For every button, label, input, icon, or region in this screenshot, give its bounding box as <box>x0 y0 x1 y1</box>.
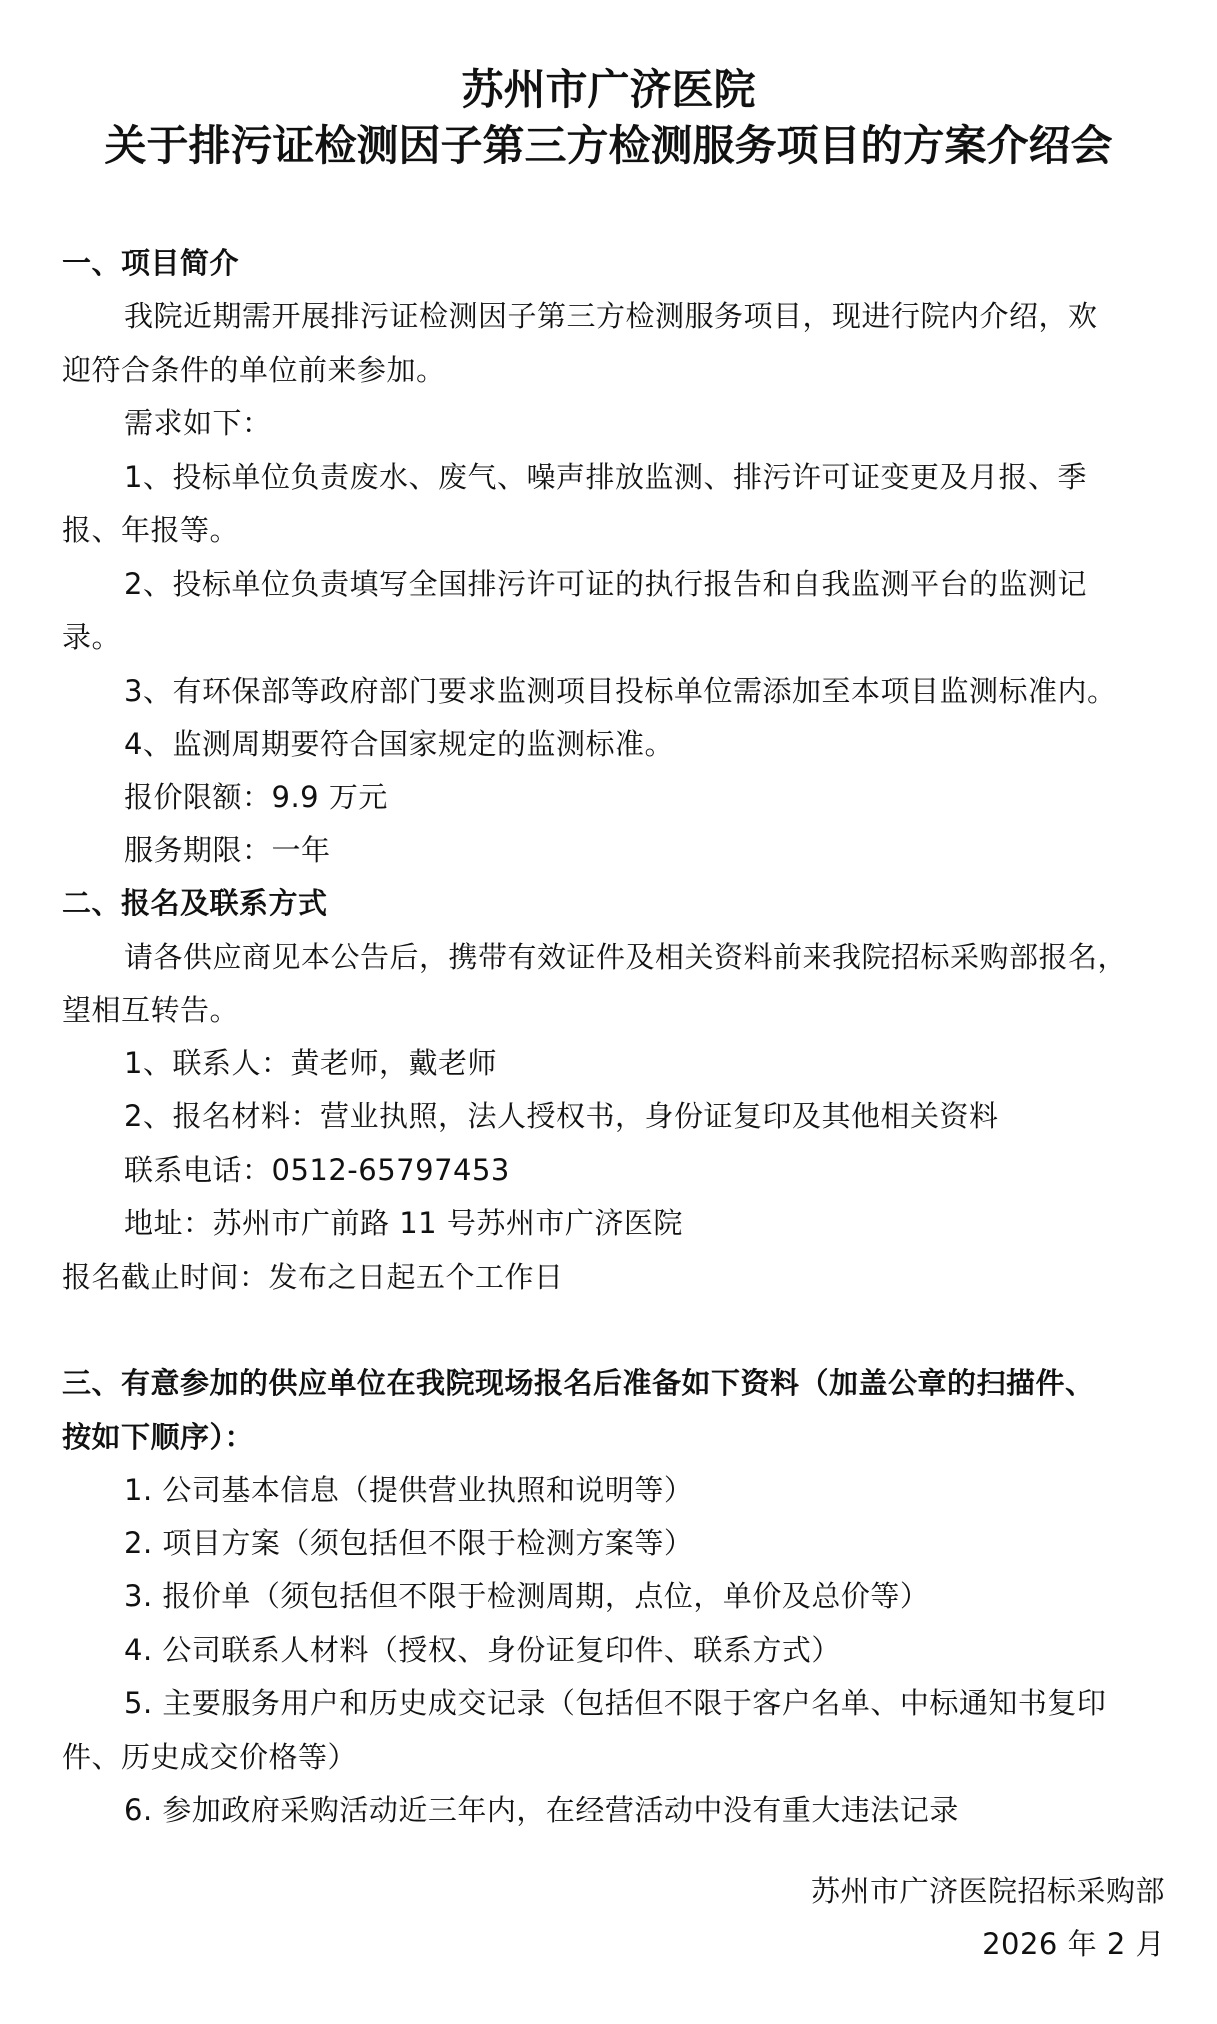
section3-item1: 1. 公司基本信息（提供营业执照和说明等） <box>124 1473 694 1507</box>
section2-materials: 2、报名材料：营业执照，法人授权书，身份证复印及其他相关资料 <box>124 1099 999 1133</box>
section1-item3: 3、有环保部等政府部门要求监测项目投标单位需添加至本项目监测标准内。 <box>124 674 1117 708</box>
section1-intro-line2: 迎符合条件的单位前来参加。 <box>62 353 446 387</box>
document-title <box>0 62 1217 174</box>
section1-item4: 4、监测周期要符合国家规定的监测标准。 <box>124 727 674 761</box>
section2-phone: 联系电话：0512-65797453 <box>124 1153 510 1187</box>
title-hospital-name: 苏州市广济医院 <box>461 65 756 114</box>
section3-item3: 3. 报价单（须包括但不限于检测周期，点位，单价及总价等） <box>124 1579 930 1613</box>
section2-para-line1: 请各供应商见本公告后，携带有效证件及相关资料前来我院招标采购部报名， <box>124 940 1128 974</box>
section2-deadline: 报名截止时间：发布之日起五个工作日 <box>62 1260 564 1294</box>
section1-item2-line1: 2、投标单位负责填写全国排污许可证的执行报告和自我监测平台的监测记 <box>124 567 1087 601</box>
footer-department: 苏州市广济医院招标采购部 <box>810 1874 1165 1908</box>
section2-para-line2: 望相互转告。 <box>62 993 240 1027</box>
section2-address: 地址：苏州市广前路 11 号苏州市广济医院 <box>124 1206 683 1240</box>
section1-item2-line2: 录。 <box>62 620 122 654</box>
section1-item1-line1: 1、投标单位负责废水、废气、噪声排放监测、排污许可证变更及月报、季 <box>124 460 1087 494</box>
section1-service-period: 服务期限：一年 <box>124 833 331 867</box>
section3-item5-line1: 5. 主要服务用户和历史成交记录（包括但不限于客户名单、中标通知书复印 <box>124 1686 1107 1720</box>
section1-needs-label: 需求如下： <box>124 406 272 440</box>
title-subject: 关于排污证检测因子第三方检测服务项目的方案介绍会 <box>104 121 1113 170</box>
section3-heading-line2: 按如下顺序）： <box>62 1420 255 1454</box>
section3-item4: 4. 公司联系人材料（授权、身份证复印件、联系方式） <box>124 1633 841 1667</box>
section1-heading: 一、项目简介 <box>62 246 240 280</box>
section2-heading: 二、报名及联系方式 <box>62 886 328 920</box>
section1-item1-line2: 报、年报等。 <box>62 513 240 547</box>
section3-item5-line2: 件、历史成交价格等） <box>62 1740 358 1774</box>
section1-price-limit: 报价限额：9.9 万元 <box>124 780 388 814</box>
section3-item6: 6. 参加政府采购活动近三年内，在经营活动中没有重大违法记录 <box>124 1793 959 1827</box>
section3-heading-line1: 三、有意参加的供应单位在我院现场报名后准备如下资料（加盖公章的扫描件、 <box>62 1366 1095 1400</box>
section3-item2: 2. 项目方案（须包括但不限于检测方案等） <box>124 1526 694 1560</box>
footer-date: 2026 年 2 月 <box>982 1927 1165 1961</box>
section2-contact-person: 1、联系人：黄老师，戴老师 <box>124 1046 497 1080</box>
section1-intro-line1: 我院近期需开展排污证检测因子第三方检测服务项目，现进行院内介绍，欢 <box>124 299 1098 333</box>
